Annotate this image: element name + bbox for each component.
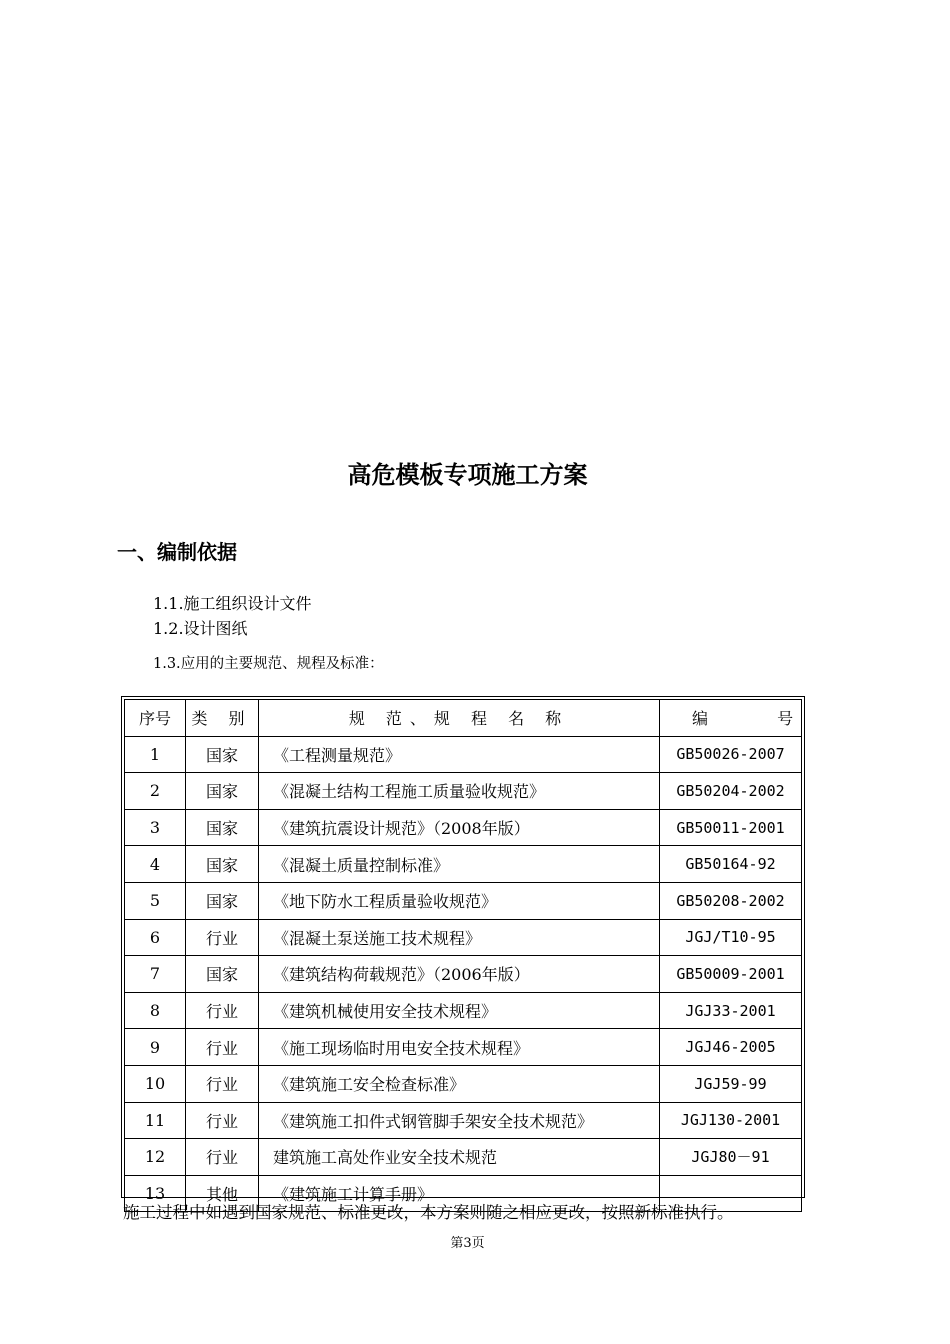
row-no: 13 [125,1175,186,1212]
row-no: 11 [125,1102,186,1139]
table-row [125,956,802,993]
table-row [125,919,802,956]
row-standard-name: 《混凝土质量控制标准》 [259,846,660,883]
row-standard-name: 《建筑结构荷载规范》（2006年版） [259,956,660,993]
row-no: 5 [125,882,186,919]
row-category: 行业 [186,1139,259,1176]
row-category: 其他 [186,1175,259,1212]
header-no: 序号 [125,700,186,737]
row-standard-name: 《建筑施工扣件式钢管脚手架安全技术规范》 [259,1102,660,1139]
row-standard-code: JGJ59-99 [660,1065,802,1102]
row-no: 7 [125,956,186,993]
row-no: 8 [125,992,186,1029]
table-row [125,882,802,919]
header-category: 类 别 [186,700,259,737]
row-standard-name: 《工程测量规范》 [259,736,660,773]
table-row [125,809,802,846]
header-code: 编 号 [660,700,802,737]
table-row [125,773,802,810]
table-row [125,992,802,1029]
standards-table [124,699,826,1212]
document-title: 高危模板专项施工方案 [347,461,588,489]
row-no: 1 [125,736,186,773]
row-standard-name: 《混凝土结构工程施工质量验收规范》 [259,773,660,810]
row-category: 国家 [186,956,259,993]
row-standard-code: JGJ46-2005 [660,1029,802,1066]
row-category: 行业 [186,992,259,1029]
row-standard-code: GB50011-2001 [660,809,802,846]
revision-note: 施工过程中如遇到国家规范、标准更改，本方案则随之相应更改，按照新标准执行。 [123,1203,734,1222]
row-standard-code: JGJ/T10-95 [660,919,802,956]
row-standard-code: GB50164-92 [660,846,802,883]
row-category: 行业 [186,919,259,956]
row-standard-name: 《混凝土泵送施工技术规程》 [259,919,660,956]
basis-item-2: 1.2.设计图纸 [153,619,248,638]
row-standard-code: JGJ130-2001 [660,1102,802,1139]
row-category: 国家 [186,809,259,846]
table-row [125,1102,802,1139]
table-row [125,1065,802,1102]
row-standard-code: GB50009-2001 [660,956,802,993]
row-standard-name: 《建筑施工安全检查标准》 [259,1065,660,1102]
row-standard-name: 《施工现场临时用电安全技术规程》 [259,1029,660,1066]
table-row [125,736,802,773]
row-no: 9 [125,1029,186,1066]
row-category: 国家 [186,773,259,810]
row-category: 国家 [186,846,259,883]
row-category: 行业 [186,1029,259,1066]
row-standard-name: 《建筑施工计算手册》 [259,1175,660,1212]
page-number: 第3页 [450,1236,485,1251]
row-standard-code: GB50026-2007 [660,736,802,773]
row-category: 国家 [186,736,259,773]
table-body [125,736,802,1212]
section-heading: 一、编制依据 [117,540,237,564]
row-standard-name: 建筑施工高处作业安全技术规范 [259,1139,660,1176]
table-row [125,1029,802,1066]
row-standard-code: JGJ80－91 [660,1139,802,1176]
table-row [125,846,802,883]
row-no: 3 [125,809,186,846]
table-row [125,1139,802,1176]
row-standard-code: GB50208-2002 [660,882,802,919]
row-no: 10 [125,1065,186,1102]
row-standard-name: 《建筑抗震设计规范》（2008年版） [259,809,660,846]
row-category: 国家 [186,882,259,919]
row-standard-code: JGJ33-2001 [660,992,802,1029]
basis-item-1: 1.1.施工组织设计文件 [153,594,312,613]
basis-item-3: 1.3.应用的主要规范、规程及标准： [153,656,384,672]
standards-table-frame [121,696,826,1205]
table-header-row [125,700,802,737]
row-category: 行业 [186,1065,259,1102]
row-no: 12 [125,1139,186,1176]
row-standard-code: GB50204-2002 [660,773,802,810]
row-standard-name: 《地下防水工程质量验收规范》 [259,882,660,919]
row-category: 行业 [186,1102,259,1139]
row-no: 4 [125,846,186,883]
row-no: 2 [125,773,186,810]
row-standard-name: 《建筑机械使用安全技术规程》 [259,992,660,1029]
header-name: 规 范、规 程 名 称 [259,700,660,737]
row-no: 6 [125,919,186,956]
